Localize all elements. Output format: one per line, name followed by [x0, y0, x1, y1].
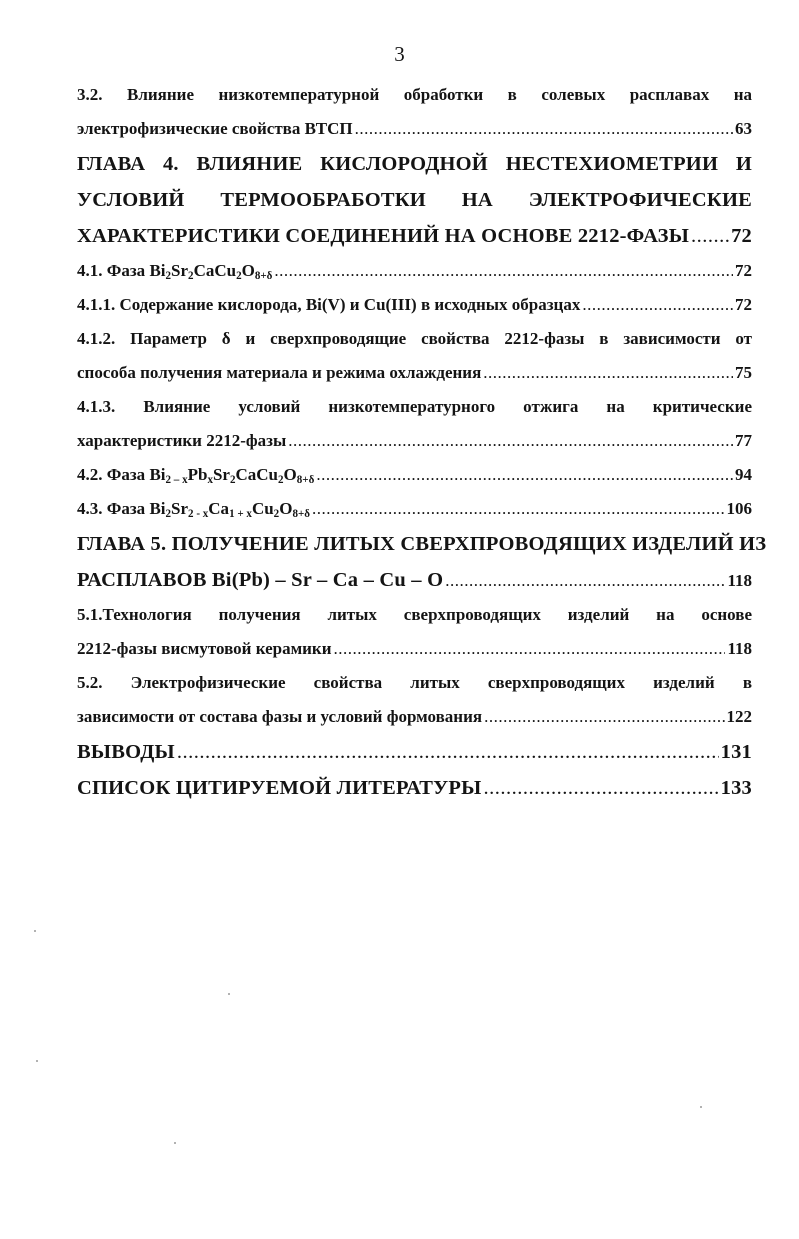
toc-entry-4-1-page: 72: [735, 261, 752, 280]
dot-leader: [483, 356, 733, 390]
toc-entry-4-1-3: [77, 390, 752, 458]
toc-entry-5-1-line2: 2212-фазы висмутовой керамики: [77, 639, 332, 658]
dot-leader: [177, 734, 719, 770]
dot-leader: [483, 770, 718, 806]
toc-entry-4-2-title: 4.2. Фаза $Bi_{2 - x}Pb_xSr_2CaCu_2O_{8+\delta}$: [77, 465, 315, 486]
toc-chapter-4-line2: УСЛОВИЙ ТЕРМООБРАБОТКИ НА ЭЛЕКТРОФИЧЕСКИЕ: [77, 189, 752, 211]
toc-chapter-5-line2: РАСПЛАВОВ Bi(Pb) – Sr – Ca – Cu – O: [77, 569, 444, 591]
toc-entry-4-3: [77, 492, 752, 526]
toc-chapter-5: [77, 526, 767, 598]
toc-entry-4-3-page: 106: [726, 499, 752, 518]
toc-conclusions-page: 131: [720, 741, 752, 763]
toc-references-title: СПИСОК ЦИТИРУЕМОЙ ЛИТЕРАТУРЫ: [77, 777, 482, 799]
toc-entry-4-1-title: 4.1. Фаза $Bi_2Sr_2CaCu_2O_{8+\delta}$: [77, 261, 273, 282]
scan-speck: [228, 993, 230, 995]
toc-entry-4-1-3-line1: 4.1.3. Влияние условий низкотемпературного отжига на критические: [77, 397, 752, 416]
toc-entry-4-1-3-page: 77: [735, 431, 752, 450]
toc-entry-3-2-page: 63: [735, 119, 752, 138]
dot-leader: [445, 564, 725, 598]
toc-entry-3-2: [77, 78, 752, 146]
dot-leader: [312, 492, 725, 526]
scan-speck: [700, 1106, 702, 1108]
dot-leader: [288, 424, 733, 458]
toc-entry-4-1: [77, 254, 752, 288]
table-of-contents: [77, 78, 767, 806]
toc-entry-4-2-page: 94: [735, 465, 752, 484]
dot-leader: [334, 632, 726, 666]
toc-entry-4-1-2-line1: 4.1.2. Параметр δ и сверхпроводящие свойства 2212-фазы в зависимости от: [77, 329, 752, 348]
toc-entry-5-2: [77, 666, 752, 734]
toc-chapter-4-line1: ГЛАВА 4. ВЛИЯНИЕ КИСЛОРОДНОЙ НЕСТЕХИОМЕТРИИ И: [77, 153, 752, 175]
scan-speck: [34, 930, 36, 932]
toc-entry-5-2-line2: зависимости от состава фазы и условий формования: [77, 707, 483, 726]
dot-leader: [582, 288, 733, 322]
toc-entry-4-1-1: [77, 288, 752, 322]
toc-entry-4-1-1-title: 4.1.1. Содержание кислорода, Bi(V) и Cu(III) в исходных образцах: [77, 295, 581, 314]
dot-leader: [355, 112, 733, 146]
toc-chapter-4-line3: ХАРАКТЕРИСТИКИ СОЕДИНЕНИЙ НА ОСНОВЕ 2212-ФАЗЫ: [77, 225, 690, 247]
toc-entry-4-3-title: 4.3. Фаза $Bi_2Sr_{2 - x}Ca_{1 + x}Cu_2O_{8+\delta}$: [77, 499, 310, 520]
dot-leader: [691, 218, 729, 254]
toc-entry-4-1-2-page: 75: [735, 363, 752, 382]
dot-leader: [316, 458, 733, 492]
toc-entry-5-1-page: 118: [727, 639, 752, 658]
toc-entry-3-2-line1: 3.2. Влияние низкотемпературной обработки в солевых расплавах на: [77, 85, 752, 104]
page-number: 3: [394, 42, 405, 66]
dot-leader: [484, 700, 724, 734]
toc-chapter-5-page: 118: [727, 571, 752, 590]
scan-speck: [36, 1060, 38, 1062]
scan-speck: [174, 1142, 176, 1144]
toc-conclusions: [77, 734, 752, 770]
toc-entry-4-1-1-page: 72: [735, 295, 752, 314]
toc-chapter-5-line1: ГЛАВА 5. ПОЛУЧЕНИЕ ЛИТЫХ СВЕРХПРОВОДЯЩИХ ИЗДЕЛИЙ ИЗ: [77, 533, 767, 555]
toc-conclusions-title: ВЫВОДЫ: [77, 741, 175, 763]
toc-chapter-4-page: 72: [731, 225, 752, 247]
toc-entry-5-1-line1: 5.1.Технология получения литых сверхпроводящих изделий на основе: [77, 605, 752, 624]
dot-leader: [274, 254, 733, 288]
toc-entry-4-1-2: [77, 322, 752, 390]
toc-entry-4-2: [77, 458, 752, 492]
toc-entry-4-1-2-line2: способа получения материала и режима охлаждения: [77, 363, 482, 382]
toc-references: [77, 770, 752, 806]
toc-entry-5-1: [77, 598, 752, 666]
toc-entry-4-1-3-line2: характеристики 2212-фазы: [77, 431, 287, 450]
toc-entry-5-2-page: 122: [726, 707, 752, 726]
toc-chapter-4: [77, 146, 752, 254]
toc-entry-5-2-line1: 5.2. Электрофизические свойства литых сверхпроводящих изделий в: [77, 673, 752, 692]
toc-entry-3-2-line2: электрофизические свойства ВТСП: [77, 119, 353, 138]
toc-references-page: 133: [720, 777, 752, 799]
